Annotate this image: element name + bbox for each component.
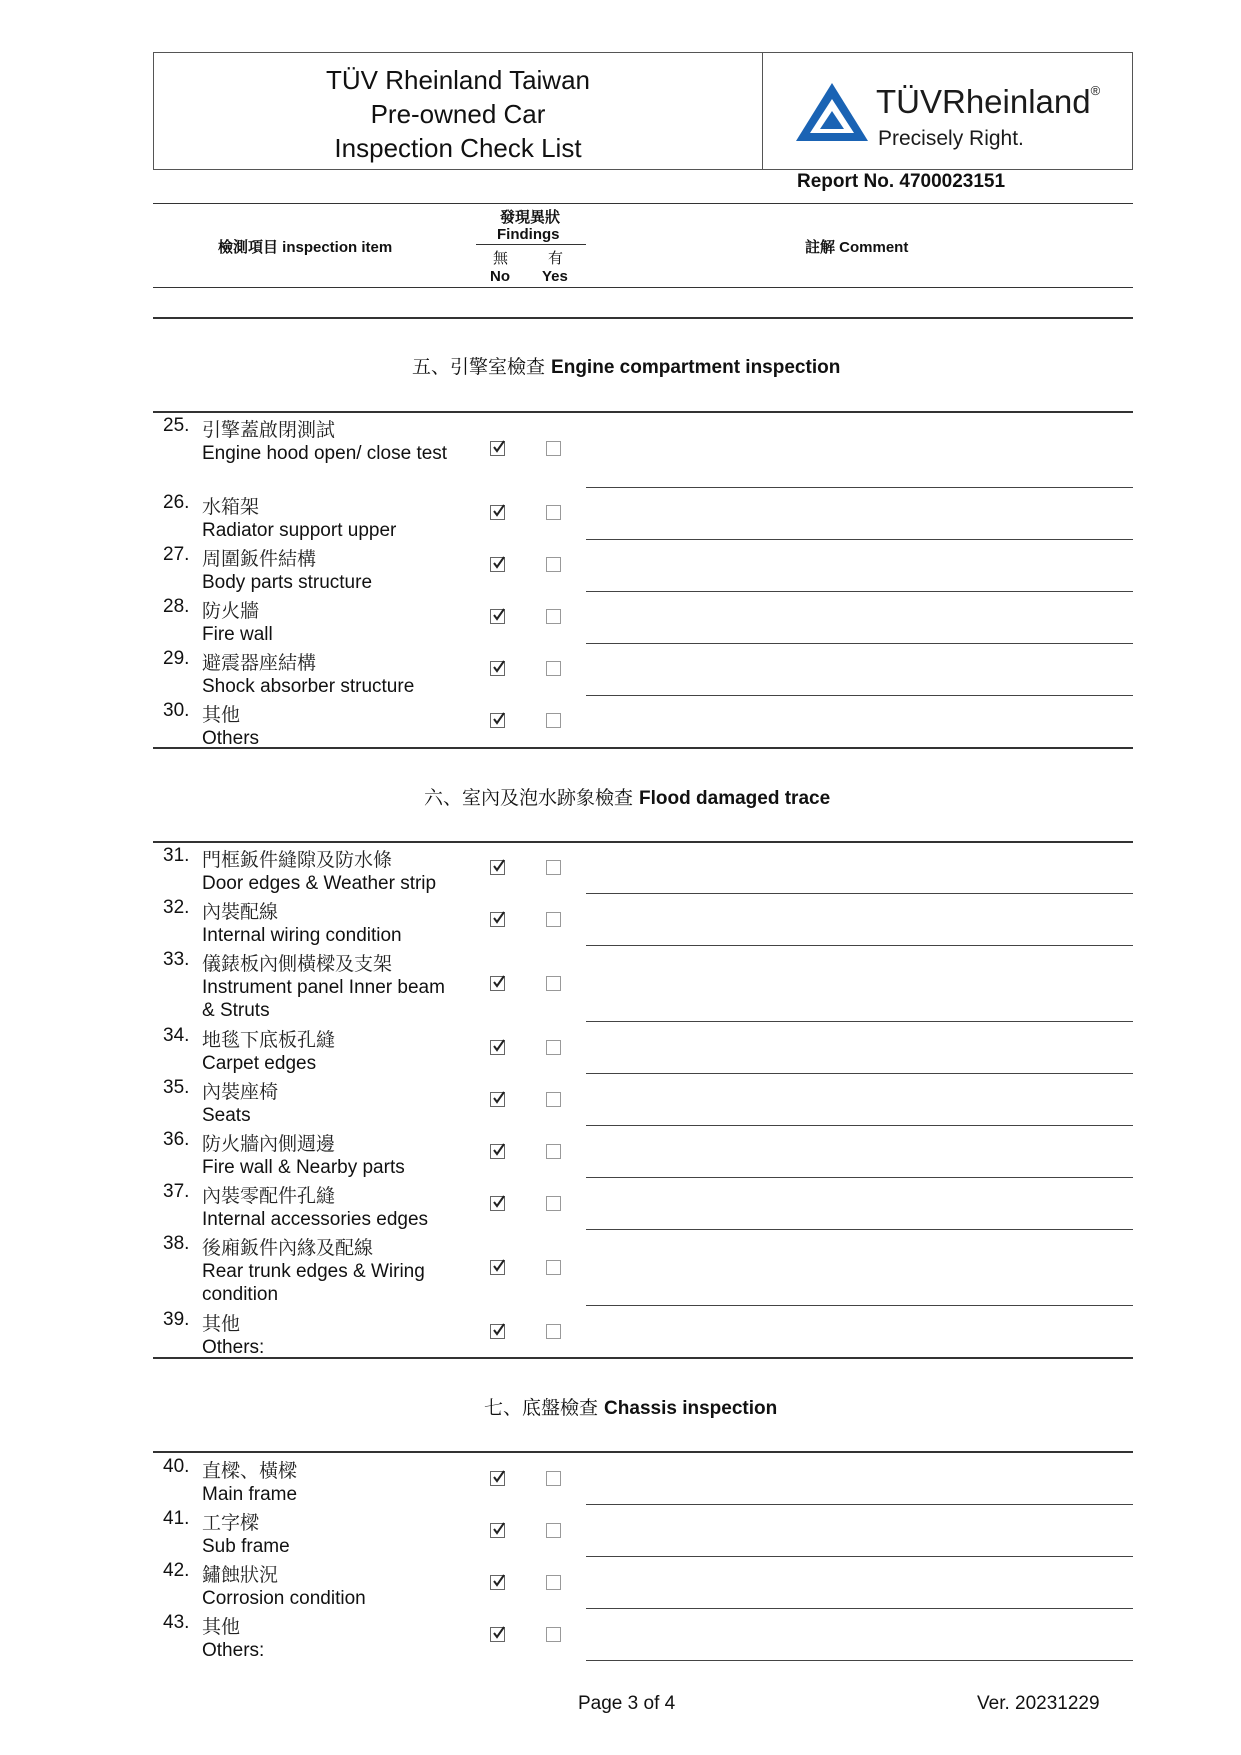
section-title-zh: 六、室內及泡水跡象檢查	[424, 787, 640, 809]
item-number: 37.	[163, 1181, 190, 1202]
item-label-en: Carpet edges	[202, 1053, 317, 1074]
item-label-en: Engine hood open/ close test	[202, 443, 448, 464]
findings-en-header: Findings	[497, 226, 560, 243]
section-title-zh: 七、底盤檢查	[484, 1397, 605, 1419]
no-checkbox[interactable]	[490, 609, 505, 624]
comment-line	[586, 1229, 1133, 1230]
yes-checkbox[interactable]	[546, 441, 561, 456]
item-label-zh: 地毯下底板孔縫	[202, 1029, 336, 1051]
yes-checkbox[interactable]	[546, 1627, 561, 1642]
yes-en-header: Yes	[542, 268, 568, 285]
comment-column-header: 註解 Comment	[805, 239, 909, 256]
item-number: 40.	[163, 1456, 190, 1477]
yes-checkbox[interactable]	[546, 1324, 561, 1339]
yes-checkbox[interactable]	[546, 1523, 561, 1538]
comment-line	[586, 591, 1133, 592]
item-label-en: Fire wall	[202, 624, 273, 645]
yes-checkbox[interactable]	[546, 557, 561, 572]
no-zh-header: 無	[493, 250, 509, 267]
no-checkbox[interactable]	[490, 1627, 505, 1642]
item-label-zh: 儀錶板內側橫樑及支架	[202, 953, 393, 975]
yes-checkbox[interactable]	[546, 1260, 561, 1275]
no-checkbox[interactable]	[490, 1471, 505, 1486]
no-checkbox[interactable]	[490, 860, 505, 875]
section-title-en: Flood damaged trace	[639, 788, 831, 809]
comment-line	[586, 1504, 1133, 1505]
item-label-zh: 門框鈑件縫隙及防水條	[202, 849, 393, 871]
item-label-zh: 工字樑	[202, 1512, 260, 1534]
item-label-zh: 直樑、橫樑	[202, 1460, 298, 1482]
item-number: 41.	[163, 1508, 190, 1529]
header-divider	[762, 53, 763, 169]
no-checkbox[interactable]	[490, 976, 505, 991]
item-number: 39.	[163, 1309, 190, 1330]
item-label-en: Others:	[202, 1640, 265, 1661]
item-number: 25.	[163, 415, 190, 436]
no-checkbox[interactable]	[490, 713, 505, 728]
item-label-zh: 內裝座椅	[202, 1081, 279, 1103]
item-number: 36.	[163, 1129, 190, 1150]
item-label-en: Shock absorber structure	[202, 676, 415, 697]
item-label-zh: 其他	[202, 1616, 241, 1638]
yes-checkbox[interactable]	[546, 505, 561, 520]
item-label-zh: 其他	[202, 704, 241, 726]
no-checkbox[interactable]	[490, 1575, 505, 1590]
item-label-zh: 周圍鈑件結構	[202, 548, 317, 570]
item-number: 42.	[163, 1560, 190, 1581]
column-header-top-rule	[153, 203, 1133, 204]
item-number: 33.	[163, 949, 190, 970]
header-box	[153, 52, 1133, 170]
yes-checkbox[interactable]	[546, 976, 561, 991]
item-label-en: Others:	[202, 1337, 265, 1358]
item-label-zh: 後廂鈑件內緣及配線	[202, 1237, 374, 1259]
section-top-rule	[153, 841, 1133, 843]
item-label-en: Body parts structure	[202, 572, 373, 593]
yes-checkbox[interactable]	[546, 1092, 561, 1107]
item-number: 32.	[163, 897, 190, 918]
no-checkbox[interactable]	[490, 441, 505, 456]
section-title-en: Engine compartment inspection	[551, 357, 841, 378]
item-number: 30.	[163, 700, 190, 721]
no-checkbox[interactable]	[490, 505, 505, 520]
section-top-rule	[153, 411, 1133, 413]
item-number: 31.	[163, 845, 190, 866]
comment-line	[586, 1177, 1133, 1178]
no-checkbox[interactable]	[490, 912, 505, 927]
yes-checkbox[interactable]	[546, 1144, 561, 1159]
page-number: Page 3 of 4	[578, 1693, 676, 1714]
findings-underline	[476, 244, 586, 245]
item-number: 28.	[163, 596, 190, 617]
column-header-bottom-rule	[153, 287, 1133, 288]
title-line-2: Pre-owned Car	[370, 99, 546, 129]
comment-line	[586, 487, 1133, 488]
item-number: 38.	[163, 1233, 190, 1254]
item-label-en: Fire wall & Nearby parts	[202, 1157, 405, 1178]
no-checkbox[interactable]	[490, 557, 505, 572]
item-label-en: Instrument panel Inner beam & Struts	[202, 977, 445, 1021]
item-label-en: Main frame	[202, 1484, 298, 1505]
title-line-1: TÜV Rheinland Taiwan	[326, 65, 590, 95]
no-en-header: No	[490, 268, 510, 285]
comment-line	[586, 643, 1133, 644]
yes-checkbox[interactable]	[546, 860, 561, 875]
no-checkbox[interactable]	[490, 1144, 505, 1159]
no-checkbox[interactable]	[490, 1196, 505, 1211]
comment-line	[586, 1073, 1133, 1074]
document-title	[154, 63, 762, 165]
item-label-zh: 其他	[202, 1313, 241, 1335]
logo-tagline: Precisely Right.	[878, 127, 1024, 150]
comment-line	[586, 1556, 1133, 1557]
item-label-en: Corrosion condition	[202, 1588, 366, 1609]
tuv-logo: TÜVRheinland® Precisely Right.	[782, 71, 1122, 161]
item-label-zh: 引擎蓋啟閉測試	[202, 419, 336, 441]
triangle-logo-icon	[792, 79, 872, 145]
item-label-en: Internal wiring condition	[202, 925, 402, 946]
yes-checkbox[interactable]	[546, 1471, 561, 1486]
title-line-3: Inspection Check List	[334, 133, 582, 163]
item-number: 35.	[163, 1077, 190, 1098]
section-top-rule	[153, 1451, 1133, 1453]
item-number: 29.	[163, 648, 190, 669]
item-label-zh: 防火牆	[202, 600, 260, 622]
comment-line	[586, 945, 1133, 946]
yes-checkbox[interactable]	[546, 1040, 561, 1055]
yes-checkbox[interactable]	[546, 1575, 561, 1590]
item-label-zh: 水箱架	[202, 496, 260, 518]
report-number: Report No. 4700023151	[797, 171, 1006, 192]
comment-line	[586, 1021, 1133, 1022]
item-number: 27.	[163, 544, 190, 565]
item-label-en: Internal accessories edges	[202, 1209, 429, 1230]
comment-line	[586, 1125, 1133, 1126]
version-number: Ver. 20231229	[977, 1693, 1100, 1714]
section-title-zh: 五、引擎室檢查	[412, 356, 552, 378]
comment-line	[586, 1305, 1133, 1306]
item-label-en: Sub frame	[202, 1536, 290, 1557]
logo-brand: TÜVRheinland	[876, 83, 1091, 120]
comment-line	[586, 539, 1133, 540]
no-checkbox[interactable]	[490, 1324, 505, 1339]
item-label-zh: 鏽蝕狀況	[202, 1564, 279, 1586]
item-number: 34.	[163, 1025, 190, 1046]
yes-checkbox[interactable]	[546, 1196, 561, 1211]
section-rule	[153, 317, 1133, 319]
item-label-en: Radiator support upper	[202, 520, 397, 541]
no-checkbox[interactable]	[490, 1523, 505, 1538]
comment-line	[586, 695, 1133, 696]
item-label-en: Seats	[202, 1105, 251, 1126]
no-checkbox[interactable]	[490, 1260, 505, 1275]
yes-zh-header: 有	[548, 250, 564, 267]
no-checkbox[interactable]	[490, 661, 505, 676]
item-label-en: Door edges & Weather strip	[202, 873, 437, 894]
item-number: 26.	[163, 492, 190, 513]
comment-line	[586, 893, 1133, 894]
item-number: 43.	[163, 1612, 190, 1633]
yes-checkbox[interactable]	[546, 609, 561, 624]
no-checkbox[interactable]	[490, 1040, 505, 1055]
section-title	[412, 352, 840, 379]
yes-checkbox[interactable]	[546, 912, 561, 927]
item-label-zh: 內裝配線	[202, 901, 279, 923]
item-label-zh: 避震器座結構	[202, 652, 317, 674]
section-title	[424, 783, 830, 810]
yes-checkbox[interactable]	[546, 713, 561, 728]
item-label-en: Rear trunk edges & Wiring condition	[202, 1261, 425, 1305]
section-title-en: Chassis inspection	[604, 1398, 778, 1419]
item-label-en: Others	[202, 728, 260, 749]
comment-line	[586, 1608, 1133, 1609]
yes-checkbox[interactable]	[546, 661, 561, 676]
findings-zh-header: 發現異狀	[500, 209, 561, 226]
item-label-zh: 防火牆內側週邊	[202, 1133, 336, 1155]
section-title	[484, 1393, 777, 1420]
inspection-item-column-header: 檢測項目 inspection item	[218, 239, 393, 256]
item-label-zh: 內裝零配件孔縫	[202, 1185, 336, 1207]
no-checkbox[interactable]	[490, 1092, 505, 1107]
comment-line	[586, 1660, 1133, 1661]
